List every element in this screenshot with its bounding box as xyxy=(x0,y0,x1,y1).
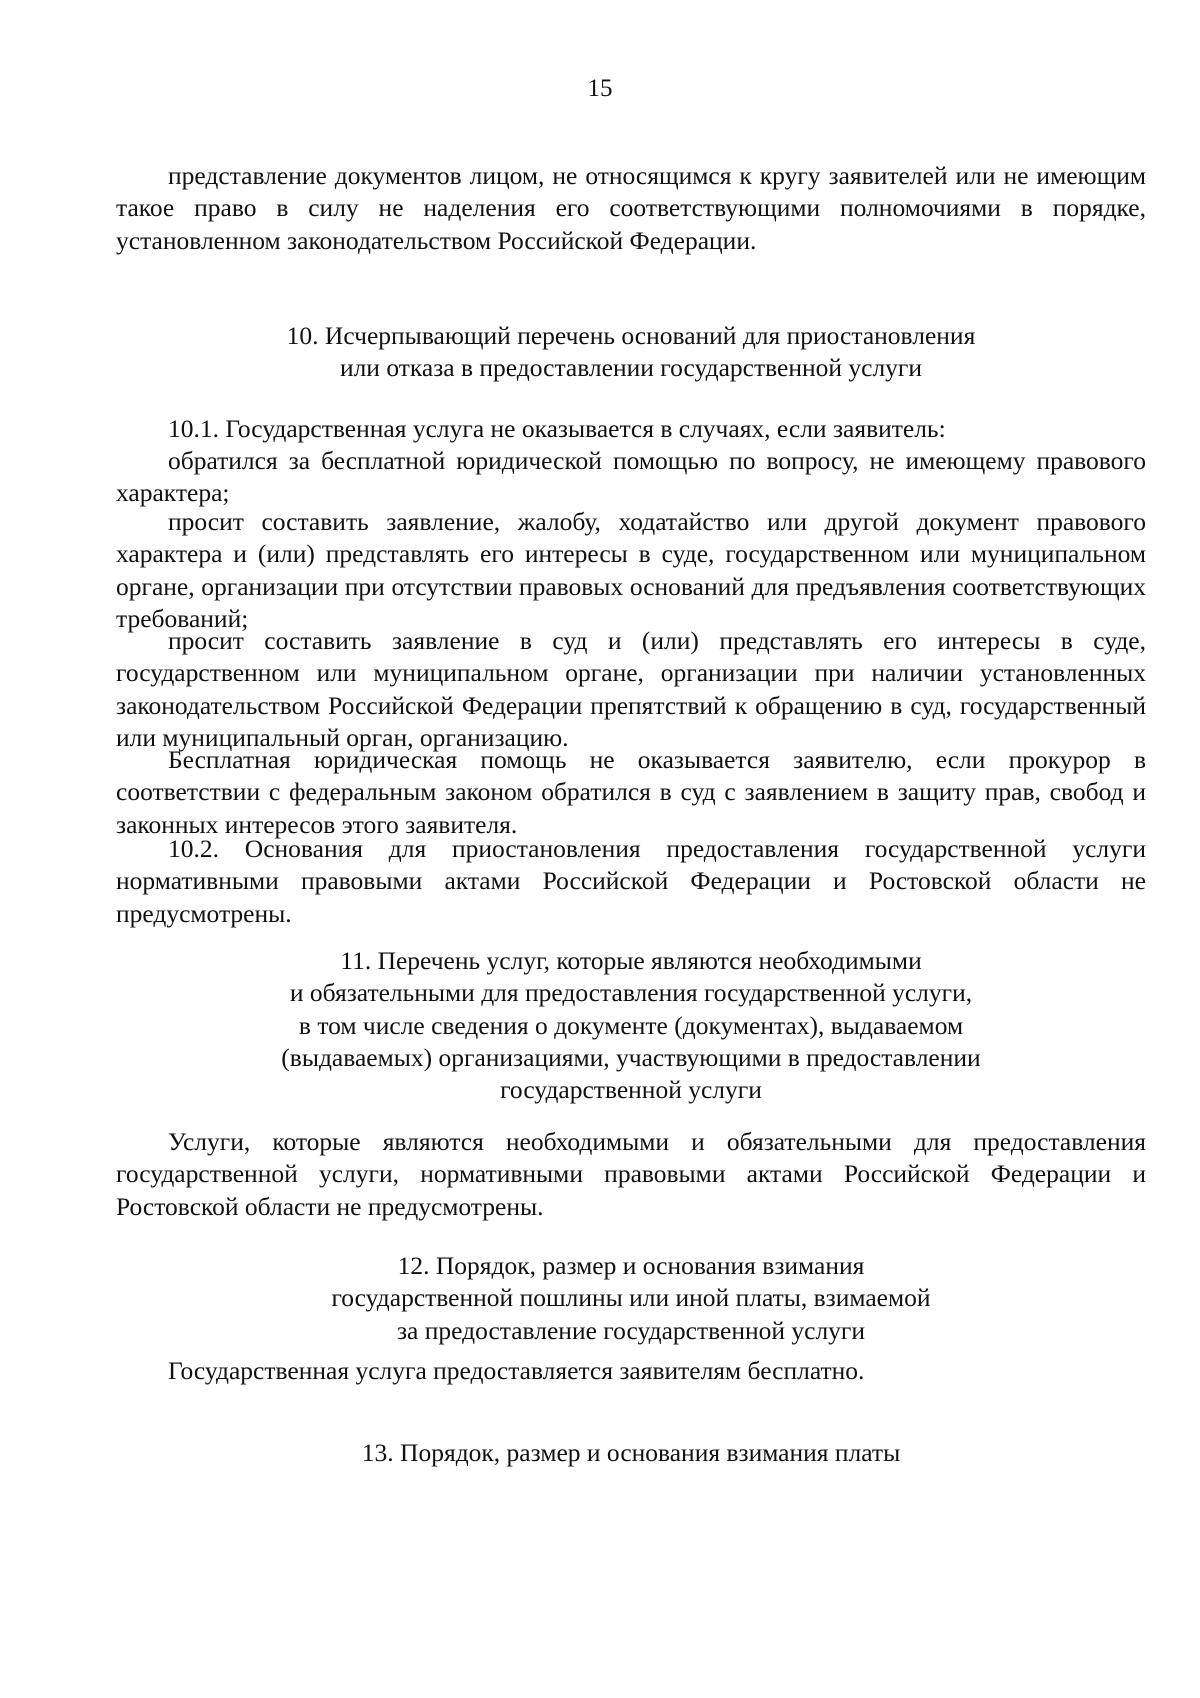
section-13-heading xyxy=(116,1437,1146,1469)
section-11-heading-line: государственной услуги xyxy=(500,1075,762,1105)
section-11-heading-line: и обязательными для предоставления государственной услуги, xyxy=(289,978,973,1008)
section-12-heading-line: государственной пошлины или иной платы, взимаемой xyxy=(331,1283,931,1313)
section-10-paragraph: 10.2. Основания для приостановления предоставления государственной услуги нормативными правовыми актами Российской Федерации и Ростовской области не предусмотрены. xyxy=(116,834,1146,928)
section-10-heading-line: или отказа в предоставлении государственной услуги xyxy=(339,353,923,383)
section-10-heading-line: 10. Исчерпывающий перечень оснований для приостановления xyxy=(286,321,976,350)
section-11-heading xyxy=(116,945,1146,1106)
section-13-heading-line: 13. Порядок, размер и основания взимания платы xyxy=(361,1438,901,1467)
section-11-paragraph: Услуги, которые являются необходимыми и обязательными для предоставления государственной услуги, нормативными правовыми актами Российской Федерации и Ростовской области не предусмотрены. xyxy=(116,1127,1146,1221)
section-10-paragraph: просит составить заявление, жалобу, ходатайство или другой документ правового характера и (или) представлять его интересы в суде, государственном или муниципальном органе, организации при отсутствии правовых оснований для предъявления соответствующих требований; xyxy=(116,507,1146,633)
section-10-paragraph: обратился за бесплатной юридической помощью по вопросу, не имеющему правового характера; xyxy=(116,446,1146,508)
section-12-heading-line: 12. Порядок, размер и основания взимания xyxy=(397,1251,865,1280)
section-11-heading-line: в том числе сведения о документе (документах), выдаваемом xyxy=(298,1010,964,1040)
section-11-heading-line: 11. Перечень услуг, которые являются необходимыми xyxy=(340,946,922,975)
section-10-paragraph: просит составить заявление в суд и (или) представлять его интересы в суде, государственном или муниципальном органе, организации при наличии установленных законодательством Российской Федерации препятствий к обращению в суд, государственный или муниципальный орган, организацию. xyxy=(116,626,1146,752)
section-10-paragraph: Бесплатная юридическая помощь не оказывается заявителю, если прокурор в соответствии с федеральным законом обратился в суд с заявлением в защиту прав, свобод и законных интересов этого заявителя. xyxy=(116,745,1146,839)
section-10-paragraph: 10.1. Государственная услуга не оказывается в случаях, если заявитель: xyxy=(168,414,946,443)
intro-paragraph: представление документов лицом, не относящимся к кругу заявителей или не имеющим такое право в силу не наделения его соответствующими полномочиями в порядке, установленном законодательством Российской Федерации. xyxy=(116,161,1146,255)
section-10-heading xyxy=(116,320,1146,385)
section-12-heading xyxy=(116,1250,1146,1347)
page-number: 15 xyxy=(587,75,613,102)
section-11-heading-line: (выдаваемых) организациями, участвующими в предоставлении xyxy=(281,1042,981,1072)
section-12-heading-line: за предоставление государственной услуги xyxy=(396,1315,866,1345)
section-12-paragraph: Государственная услуга предоставляется заявителям бесплатно. xyxy=(168,1356,865,1385)
